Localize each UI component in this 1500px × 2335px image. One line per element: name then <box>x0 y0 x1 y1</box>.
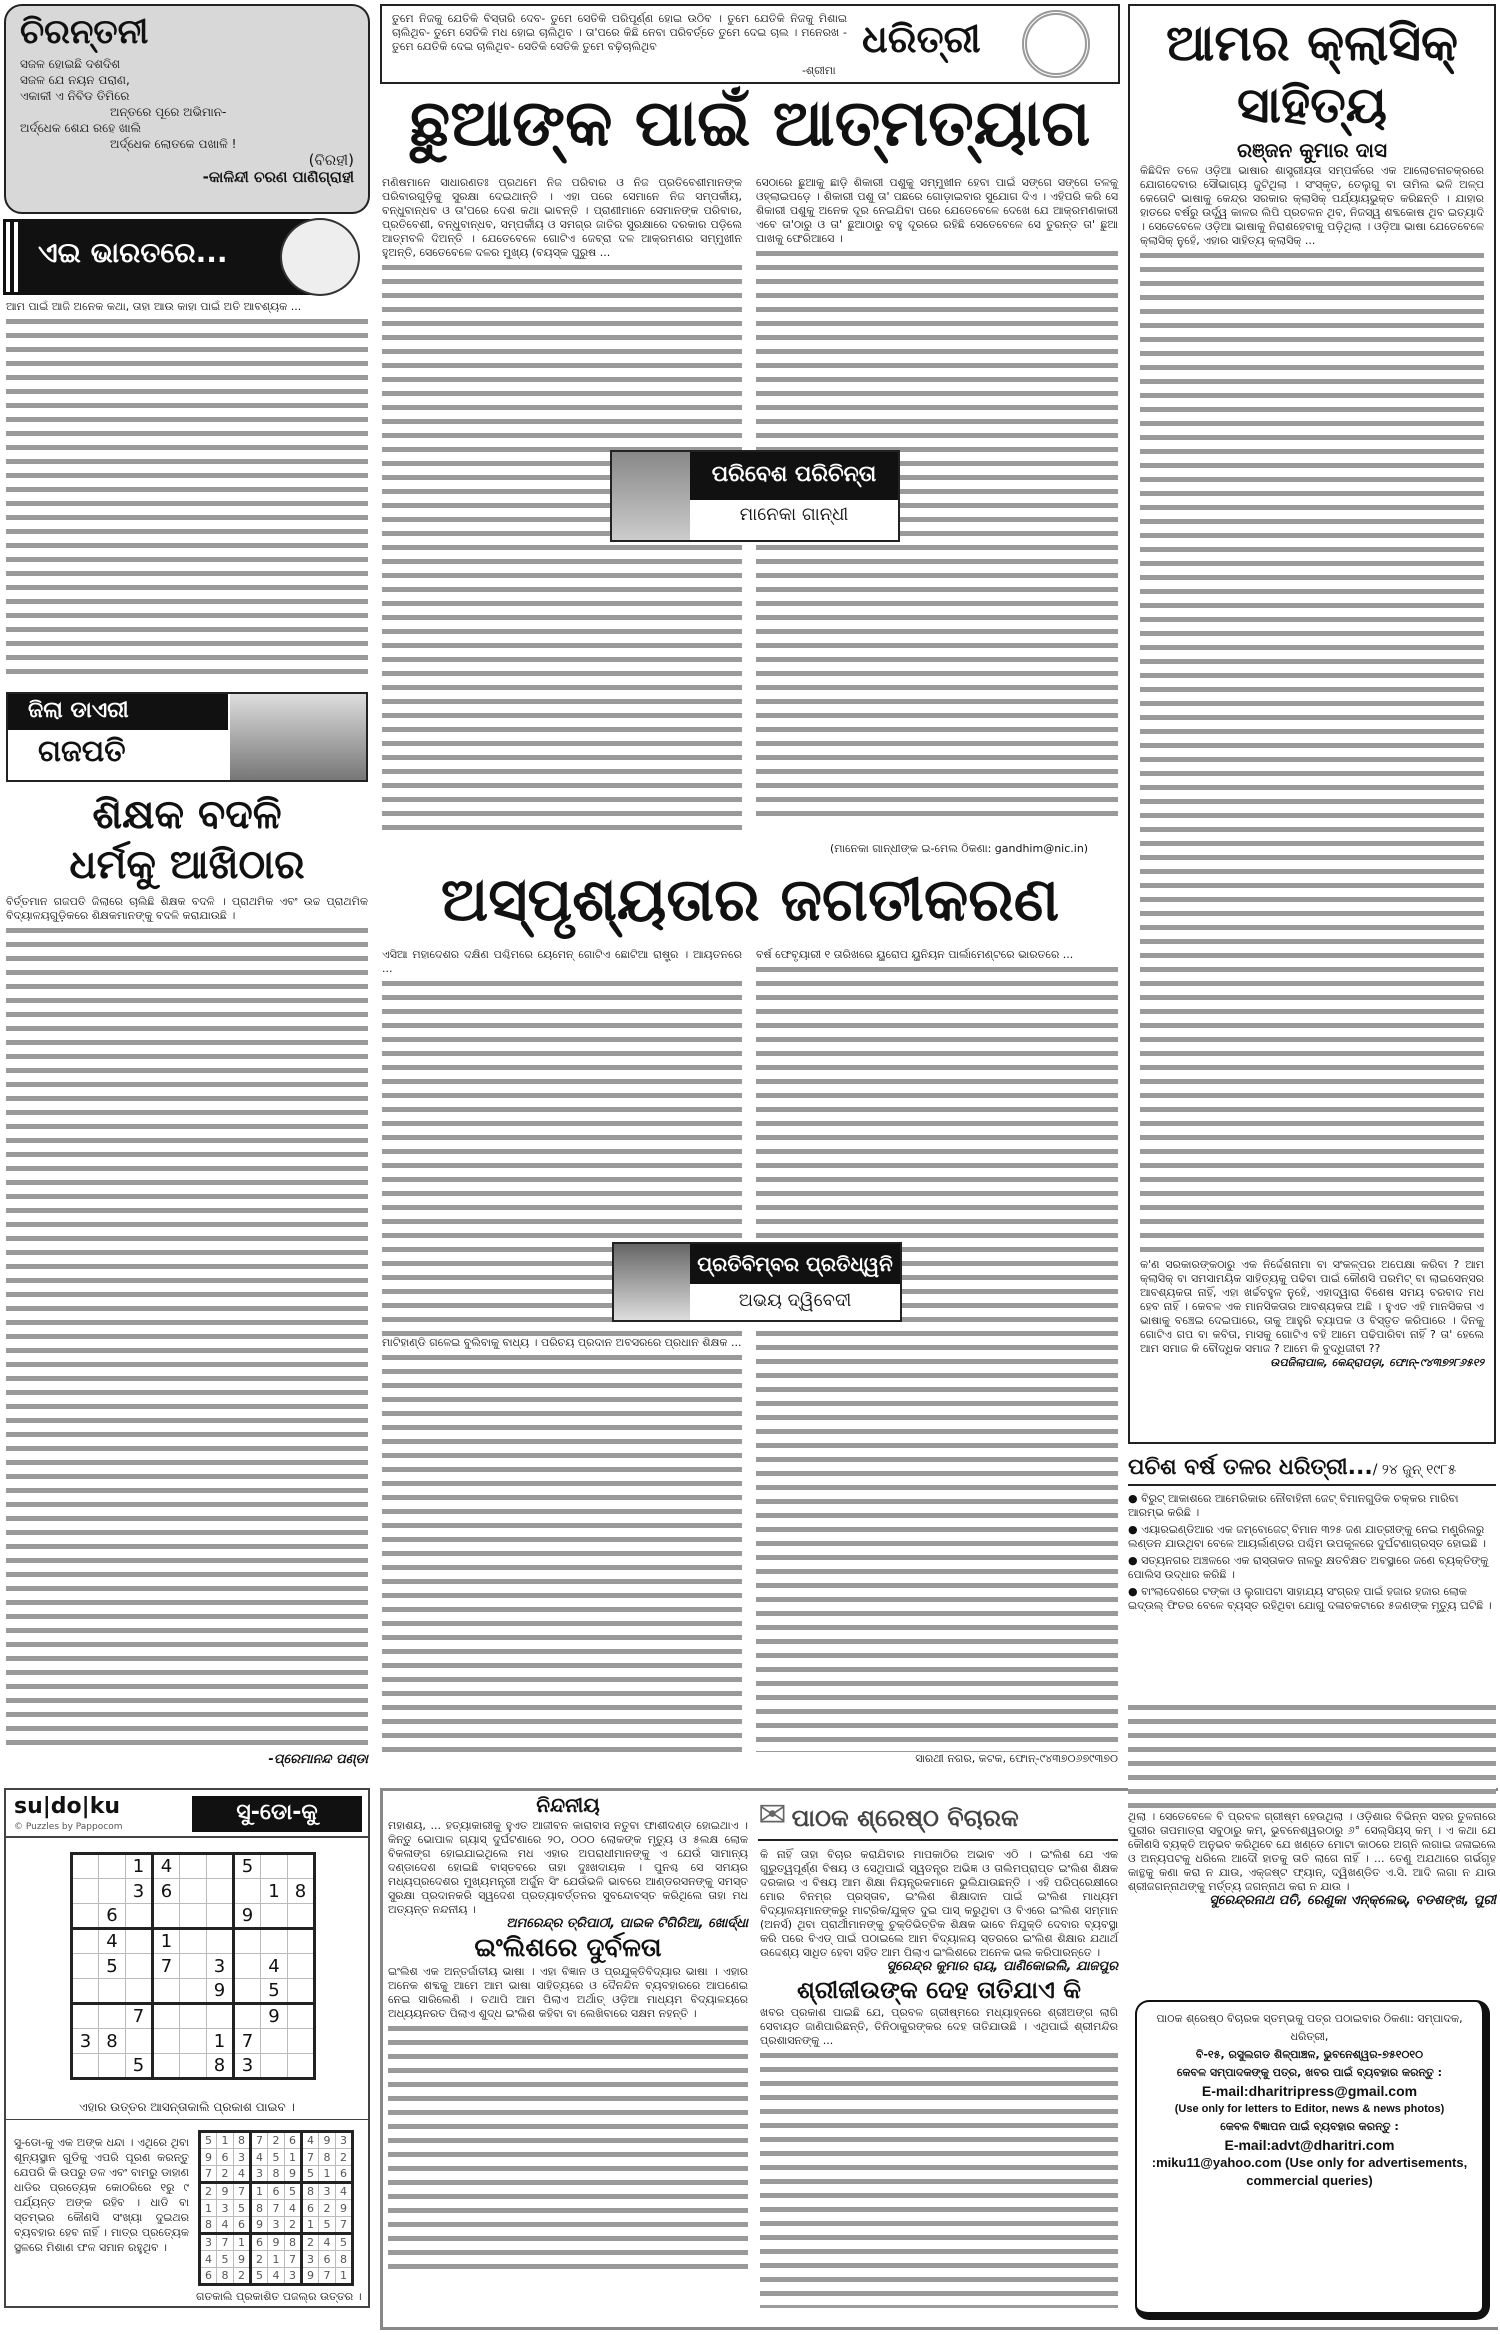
solution-cell: 5 <box>217 2251 234 2268</box>
sudoku-cell[interactable]: 6 <box>153 1879 180 1904</box>
sudoku-cell[interactable] <box>180 2029 207 2054</box>
solution-cell: 3 <box>336 2132 353 2149</box>
sudoku-cell[interactable] <box>99 2054 126 2079</box>
solution-cell: 7 <box>285 2251 302 2268</box>
sudoku-cell[interactable]: 3 <box>234 2054 261 2079</box>
solution-cell: 5 <box>336 2234 353 2251</box>
solution-cell: 6 <box>336 2166 353 2183</box>
classic-headline: ଆମର କ୍ଲାସିକ୍ ସାହିତ୍ୟ <box>1165 14 1458 134</box>
solution-cell: 9 <box>336 2200 353 2217</box>
letter-title: ଇଂଲିଶରେ ଦୁର୍ବଳତା <box>474 1933 662 1963</box>
solution-cell: 7 <box>268 2200 285 2217</box>
sudoku-cell[interactable]: 1 <box>207 2029 234 2054</box>
solution-cell: 2 <box>217 2166 234 2183</box>
advt-email-alt[interactable]: :miku11@yahoo.com (Use only for advertisements, commercial queries) <box>1151 2155 1468 2188</box>
letter-author: ସୁରେନ୍ଦ୍ର କୁମାର ରାୟ, ପାଣିକୋଇଲି, ଯାଜପୁର <box>886 1959 1118 1974</box>
quote-text: ତୁମେ ନିଜକୁ ଯେତିକି ବିସ୍ତାରି ଦେବ- ତୁମେ ସେତିକି ପରିପୂର୍ଣ୍ଣ ହୋଇ ଉଠିବ । ତୁମେ ଯେତିକି ନିଜକୁ ମିଶାଇ ଚାଲିଥିବ- ତୁମେ ସେତିକି ମଧ ହୋଇ ଚାଲିଥିବ । ତା'ପରେ କିଛି ନେବା ପରିବର୍ତ୍ତେ ତୁମେ ଦେଇ ଚାଲ । ମନେରଖ - ତୁମେ ଯେତିକି ଦେଇ ଚାଲିଥିବ- ସେତିକି ସେତିକି ତୁମେ ବଢ଼ିଚାଲିଥିବ <box>392 12 847 53</box>
sudoku-cell[interactable] <box>72 1904 99 1929</box>
sudoku-cell[interactable]: 7 <box>153 1954 180 1979</box>
solution-cell: 5 <box>302 2166 319 2183</box>
sudoku-cell[interactable] <box>153 2004 180 2029</box>
sudoku-cell[interactable] <box>72 2054 99 2079</box>
sudoku-cell[interactable]: 1 <box>126 1854 153 1879</box>
sudoku-cell[interactable] <box>288 1904 315 1929</box>
sudoku-cell[interactable] <box>72 1854 99 1879</box>
poem-line: ଅର୍ଦ୍ଧେକ ଲୋତକେ ପଖାଳି ! <box>110 137 237 151</box>
news-item: ● ଏୟାରଇଣ୍ଡିଆର ଏକ ଜମ୍ବୋଜେଟ୍ ବିମାନ ୩୨୫ ଜଣ ଯାତ୍ରୀଙ୍କୁ ନେଇ ମଣ୍ଟ୍ରିଲରୁ ଲଣ୍ଡନ ଯାଉଥିବା ବେଳେ ଆୟର୍ଲାଣ୍ଡର ପଶ୍ଚିମ ଉପକୂଳରେ ଦୁର୍ଘଟଣାଗ୍ରସ୍ତ ହୋଇଛି । <box>1128 1523 1486 1550</box>
sudoku-cell[interactable] <box>126 1929 153 1954</box>
sudoku-cell[interactable] <box>180 2004 207 2029</box>
sudoku-cell[interactable] <box>180 1979 207 2004</box>
article2-address: ସାରଥୀ ନଗର, କଟକ, ଫୋନ୍-୯୪୩୭୦୬୭୯୩୭୦ <box>915 1752 1118 1765</box>
sudoku-cell[interactable] <box>261 2054 288 2079</box>
sudoku-cell[interactable] <box>234 2004 261 2029</box>
article1-col2: ସେଠାରେ ଛୁଆକୁ ଛାଡ଼ି ଶିକାରୀ ପଶୁକୁ ସମ୍ମୁଖୀନ ହେବା ପାଇଁ ସଙ୍ଗେ ସଙ୍ଗେ ତଳକୁ ଓହ୍ଲାଇପଡ଼େ । ଶିକାରୀ ପଶୁ ତା' ପଛରେ ଗୋଡ଼ାଇବାର ସୁଯୋଗ ଦିଏ । ଏହିପରି କରି ସେ ଶିକାରୀ ପଶୁକୁ ଅନେକ ଦୂର ନେଇଯିବା ପରେ ଯେତେବେଳେ ଦେଖେ ଯେ ଆକ୍ରମଣକାରୀ ଏବେ ତା'ଠାରୁ ଓ ତା' ଛୁଆଠାରୁ ବହୁ ଦୂରରେ ରହିଛି ସେତେବେଳେ ସେ ତୁରନ୍ତ ତା' ଛୁଆ ପାଖକୁ ଫେରିଆସେ । <box>756 176 1118 836</box>
solution-cell: 6 <box>200 2268 217 2285</box>
twentyfive-date: / ୨୪ ଜୁନ୍ ୧୯୮୫ <box>1372 1462 1457 1478</box>
sudoku-cell[interactable] <box>72 1929 99 1954</box>
sudoku-cell[interactable]: 7 <box>234 2029 261 2054</box>
sudoku-cell[interactable] <box>288 2054 315 2079</box>
solution-cell: 5 <box>285 2183 302 2200</box>
article1-col1: ମଣିଷମାନେ ସାଧାରଣତଃ ପ୍ରଥମେ ନିଜ ପରିବାର ଓ ନିଜ ପ୍ରତିବେଶୀମାନଙ୍କ ପରିବାରଗୁଡ଼ିକୁ ସୁରକ୍ଷା ଦେଇଥାନ୍ତି । ଏହା ପରେ ସେମାନେ ନିଜ ସମ୍ପର୍କୀୟ, ବନ୍ଧୁବାନ୍ଧବ ଓ ତା'ପରେ ଦେଶ କଥା ଭାବନ୍ତି । ପ୍ରାଣୀମାନେ ସେମାନଙ୍କ ପରିବାର, ପ୍ରତିବେଶୀ, ବନ୍ଧୁବାନ୍ଧବ, ସମ୍ପର୍କୀୟ ଓ ସମଗ୍ର ଜାତିର ସୁରକ୍ଷାରେ ଦରକାର ପଡ଼ିଲେ ଆତ୍ମବଳି ଦିଅନ୍ତି । ଯେତେବେଳେ ଗୋଟିଏ ଜେବ୍ରା ଦଳ ଆକ୍ରମଣର ସମ୍ମୁଖୀନ ହୁଅନ୍ତି, ସେତେବେଳେ ଦଳର ମୁଖ୍ୟ (ବୟସ୍କ ପୁରୁଷ ... <box>382 176 742 836</box>
solution-cell: 3 <box>268 2217 285 2234</box>
classic-author: ରଞ୍ଜନ କୁମାର ଦାସ <box>1237 138 1387 162</box>
sudoku-cell[interactable] <box>207 2004 234 2029</box>
article2-col2: ବର୍ଷ ଫେବୃୟାରୀ ୧ ତାରିଖରେ ୟୁରୋପ ୟୁନିୟନ ପାର୍ଲାମେଣ୍ଟରେ ଭାରତରେ ... ସାରଥୀ ନଗର, କଟକ, ଫୋନ୍-୯୪୩୭୦୬୭୯୩୭୦ <box>756 948 1118 1765</box>
solution-cell: 7 <box>234 2183 251 2200</box>
solution-cell: 2 <box>200 2183 217 2200</box>
solution-cell: 6 <box>302 2200 319 2217</box>
advt-email[interactable]: E-mail:advt@dharitri.com <box>1224 2137 1395 2153</box>
solution-cell: 1 <box>200 2200 217 2217</box>
sudoku-cell[interactable] <box>126 2029 153 2054</box>
sudoku-cell[interactable] <box>72 1879 99 1904</box>
sudoku-cell[interactable]: 8 <box>288 1879 315 1904</box>
sudoku-cell[interactable] <box>72 1979 99 2004</box>
sudoku-cell[interactable] <box>153 2029 180 2054</box>
column-title: ପରିବେଶ ପରିଚିନ୍ତା <box>690 452 898 500</box>
sudoku-cell[interactable] <box>288 1854 315 1879</box>
solution-cell: 9 <box>234 2251 251 2268</box>
solution-cell: 5 <box>251 2268 268 2285</box>
solution-cell: 4 <box>200 2251 217 2268</box>
solution-cell: 4 <box>251 2149 268 2166</box>
sudoku-cell[interactable] <box>288 2004 315 2029</box>
solution-cell: 3 <box>319 2183 336 2200</box>
article2-headline: ଅସ୍ପୃଶ୍ୟତାର ଜଗତୀକରଣ <box>440 865 1060 935</box>
solution-cell: 1 <box>234 2234 251 2251</box>
solution-cell: 4 <box>319 2234 336 2251</box>
sudoku-cell[interactable] <box>207 1854 234 1879</box>
solution-cell: 5 <box>200 2132 217 2149</box>
poem-line: ଅନ୍ତରେ ପୂରେ ଅଭିମାନ- <box>110 105 227 119</box>
poem-line: ସଜଳ ଯେ ନୟନ ପରାଣ, <box>20 73 130 87</box>
solution-cell: 3 <box>285 2268 302 2285</box>
solution-cell: 3 <box>234 2149 251 2166</box>
ei-bharatare-title: ଏଇ ଭାରତରେ... <box>38 236 228 269</box>
jila-author: -ପ୍ରେମାନନ୍ଦ ପଣ୍ଡା <box>268 1752 368 1767</box>
district-building-photo <box>230 694 366 780</box>
sudoku-cell[interactable]: 1 <box>261 1879 288 1904</box>
quote-author: -ଶ୍ରୀମା <box>802 64 836 77</box>
jila-body: ବିର୍ତ୍ତମାନ ଗଜପତି ଜିଲାରେ ଚାଲିଛି ଶିକ୍ଷକ ବଦଳି । ପ୍ରାଥମିକ ଏବଂ ଉଚ୍ଚ ପ୍ରାଥମିକ ବିଦ୍ୟାଳୟଗୁଡ଼ିକରେ ଶିକ୍ଷକମାନଙ୍କୁ ବଦଳି କରାଯାଉଛି । -ପ୍ରେମାନନ୍ଦ ପଣ୍ଡା <box>6 895 368 1767</box>
solution-cell: 2 <box>336 2149 353 2166</box>
envelope-icon: ✉ <box>758 1795 787 1835</box>
solution-cell: 4 <box>234 2166 251 2183</box>
india-map-icon <box>280 218 360 296</box>
solution-cell: 8 <box>217 2268 234 2285</box>
sudoku-cell[interactable] <box>153 2054 180 2079</box>
letter-author: ସୁରେନ୍ଦ୍ରନାଥ ପତି, ରେଣୁକା ଏନ୍‌କ୍ଲେଭ୍, ବଡଶଙ୍ଖ, ପୁରୀ <box>1209 1893 1496 1908</box>
solution-cell: 8 <box>336 2251 353 2268</box>
solution-grid <box>198 2130 354 2286</box>
solution-cell: 9 <box>285 2166 302 2183</box>
sudoku-cell[interactable] <box>126 1954 153 1979</box>
jila-headline: ଶିକ୍ଷକ ବଦଳି ଧର୍ମକୁ ଆଖିଠାର <box>69 792 305 888</box>
solution-cell: 9 <box>200 2149 217 2166</box>
solution-cell: 1 <box>251 2183 268 2200</box>
poem-author: -କାଳିନ୍ଦୀ ଚରଣ ପାଣିଗ୍ରାହୀ <box>202 168 354 186</box>
sudoku-cell[interactable] <box>99 1854 126 1879</box>
sudoku-cell[interactable] <box>288 2029 315 2054</box>
solution-cell: 8 <box>200 2217 217 2234</box>
sudoku-logo: su|do|ku <box>14 1794 120 1819</box>
solution-cell: 4 <box>302 2132 319 2149</box>
article1-headline: ଛୁଆଙ୍କ ପାଇଁ ଆତ୍ମତ୍ୟାଗ <box>409 87 1091 161</box>
sudoku-cell[interactable] <box>234 1979 261 2004</box>
sudoku-cell[interactable]: 8 <box>99 2029 126 2054</box>
solution-cell: 3 <box>302 2251 319 2268</box>
sudoku-cell[interactable]: 3 <box>72 2029 99 2054</box>
dharitri-logo: ଧରିତ୍ରୀ <box>862 16 981 61</box>
sudoku-cell[interactable] <box>180 1854 207 1879</box>
solution-cell: 6 <box>217 2149 234 2166</box>
sudoku-cell[interactable] <box>288 1954 315 1979</box>
solution-cell: 7 <box>319 2268 336 2285</box>
sudoku-cell[interactable] <box>180 1904 207 1929</box>
letter-title: ଶ୍ରୀଜୀଉଙ୍କ ଦେହ ତାତିଯାଏ କି <box>797 1976 1081 2004</box>
solution-cell: 3 <box>251 2166 268 2183</box>
sudoku-cell[interactable]: 5 <box>261 1979 288 2004</box>
sudoku-box <box>4 1788 370 2308</box>
ei-bharatare-body: ଆମ ପାଇଁ ଆଜି ଅନେକ କଥା, ତାହା ଆଉ କାହା ପାଇଁ ଅତି ଆବଶ୍ୟକ ... <box>6 300 368 684</box>
poem-line: (ବିରହୀ) <box>308 151 354 169</box>
sudoku-cell[interactable] <box>261 1929 288 1954</box>
classic-box: ଆମର କ୍ଲାସିକ୍ ସାହିତ୍ୟ ରଞ୍ଜନ କୁମାର ଦାସ କିଛିଦିନ ତଳେ ଓଡ଼ିଆ ଭାଷାର ଶାସ୍ତ୍ରୀୟତା ସମ୍ପର୍କରେ ଏକ ଆଲୋଚନାଚକ୍ରରେ ଯୋଗଦେବାର ସୌଭାଗ୍ୟ ଜୁଟିଥିଲା । ସଂସ୍କୃତ, ତେଲୁଗୁ ବା ତାମିଲ ଭଳି ଅଳ୍ପ କେତୋଟି ଭାଷାକୁ କେନ୍ଦ୍ର ସରକାର କ୍ଲାସିକ୍ ପର୍ଯ୍ୟାୟଭୁକ୍ତ କରିଛନ୍ତି । ଯାହାର ହାତରେ ବର୍ଷରୁ ଉର୍ଦ୍ଧ୍ୱ କାଳର ଲିପି ପ୍ରଚଳନ ଥିବ, ନିଜସ୍ୱ ଶବ୍ଦକୋଷ ଥିବ ଇତ୍ୟାଦି । ସେତେବେଳେ ଓଡ଼ିଆ ଭାଷାକୁ ନିରାଶହେବାକୁ ପଡ଼ିଥିଲା । ଓଡ଼ିଆ ଭାଷା ଯେତେବେଳେ କ୍ଲାସିକ୍ ନୁହେଁ, ଏହାର ସାହିତ୍ୟ କ୍ଲାସିକ୍ ... କ'ଣ ସରକାରଙ୍କଠାରୁ ଏକ ନିର୍ଦ୍ଦେଶନାମା ବା ସଂକଳ୍ପର ଅପେକ୍ଷା କରିବା ? ଆମ କ୍ଲାସିକ୍ ବା ସମସାମୟିକ ସାହିତ୍ୟକୁ ପଢିବା ପାଇଁ କୌଣସି ପରମିଟ୍ ବା ଲାଇସେନ୍ସର ଆବଶ୍ୟକତା ନାହିଁ, ଏହା ଖର୍ଚ୍ଚବହୁଳ ନୁହେଁ, ଏହାଦ୍ୱାରା ବିଶେଷ ସମୟ ବରବାଦ ମଧ ହେବ ନାହିଁ । କେବଳ ଏକ ମାନସିକତାର ଆବଶ୍ୟକତା ଅଛି । ହୁଏତ ଏହି ମାନସିକତା ଏ ଭାଷାକୁ ବଞ୍ଚେଇ ଦେଇପାରେ, ତାକୁ ଆହୁରି ବ୍ୟାପକ ଓ ବିସ୍ତୃତ କରିପାରେ । ଦିନକୁ ଗୋଟିଏ ଗପ ବା କବିତା, ମାସକୁ ଗୋଟିଏ ବହି ଆମେ ପଢିପାରିବା ନାହିଁ ? ତା' ହେଲେ ଆମ ସମାଜ କି ବୌଦ୍ଧିକ ସମାଜ ? ଆମେ କି ବୁଦ୍ଧିଜୀବୀ ?? ଉପଜିଲାପାଳ, କେନ୍ଦ୍ରାପଡ଼ା, ଫୋନ୍-୯୪୩୭୨୮୬୫୧୨ <box>1128 4 1496 1444</box>
solution-cell: 8 <box>319 2149 336 2166</box>
solution-cell: 3 <box>217 2200 234 2217</box>
solution-cell: 1 <box>336 2268 353 2285</box>
answer-note: ଏହାର ଉତ୍ତର ଆସନ୍ତାକାଲି ପ୍ରକାଶ ପାଇବ । <box>6 2100 368 2120</box>
letters-col2: କି ନାହିଁ ତାହା ବିଚାର କରାଯିବାର ମାପକାଠିର ଅଭାବ ଏଠି । ଇଂଲିଶ ଯେ ଏକ ଗୁରୁତ୍ୱପୂର୍ଣ୍ଣ ବିଷୟ ଓ ସେଥିପାଇଁ ସ୍ୱତନ୍ତ୍ର ଅଭିଜ୍ଞ ଓ ତାଲିମପ୍ରାପ୍ତ ଇଂଲିଶ ଶିକ୍ଷକ ଦରକାର ଏ ବିଷୟ ଆମ ଶିକ୍ଷା ନିୟନ୍ତ୍ରକମାନେ ଭୁଲିଯାଉଛନ୍ତି । ଏହି ପରିପ୍ରେକ୍ଷୀରେ ମୋର ବିନମ୍ର ପ୍ରସ୍ତାବ, ଇଂଲିଶ ଶିକ୍ଷାଦାନ ପାଇଁ ଇଂଲିଶ ମାଧ୍ୟମ ବିଦ୍ୟାଳୟମାନଙ୍କରୁ ମାଟ୍ରିକ/ଯୁକ୍ତ ଦୁଇ ପାସ୍ କରୁଥିବା ଓ ବିଏରେ ଇଂଲିଶ ସମ୍ମାନ (ଅନର୍ସ) ଥିବା ପ୍ରାର୍ଥୀମାନଙ୍କୁ ଚୁକ୍ତିଭିତ୍ତିକ ଶିକ୍ଷକ ଭାବେ ନିଯୁକ୍ତି ଦେବାର ବ୍ୟବସ୍ଥା କରି ପରେ ବିଏଡ୍ ପାଇଁ ପଠାଇଲେ ଆମ ବିଦ୍ୟାଳୟ ସ୍ତରରେ ଇଂଲିଶ ଶିକ୍ଷାର ଯଥାର୍ଥ ଉଦ୍ଦେଶ୍ୟ ସାଧିତ ହେବା ସହିତ ଆମ ପିଲାଏ ଇଂଲିଶରେ ଅନେକ ଭଲ କରିପାରନ୍ତେ । ସୁରେନ୍ଦ୍ର କୁମାର ରାୟ, ପାଣିକୋଇଲି, ଯାଜପୁର ଶ୍ରୀଜୀଉଙ୍କ ଦେହ ତାତିଯାଏ କି ଖବର ପ୍ରକାଶ ପାଇଛି ଯେ, ପ୍ରବଳ ଗ୍ରୀଷ୍ମରେ ମଧ୍ୟାହ୍ନରେ ଶ୍ରୀଅଙ୍ଗ ଲାଗି ସେବାୟତ ଜାଣିପାରିଛନ୍ତି, ତିନିଠାକୁରଙ୍କର ଦେହ ତାତିଯାଉଛି । ଏଥିପାଇଁ ଶ୍ରୀମନ୍ଦିର ପ୍ରଶାସନଙ୍କୁ ... <box>760 1848 1118 2308</box>
solution-cell: 4 <box>336 2183 353 2200</box>
letters-title: ପାଠକ ଶ୍ରେଷ୍ଠ ବିଚାରକ <box>791 1804 1019 1832</box>
sudoku-cell[interactable] <box>180 1879 207 1904</box>
solution-note: ଗତକାଲି ପ୍ରକାଶିତ ପଜଲ୍‌ର ଉତ୍ତର । <box>196 2290 362 2303</box>
sudoku-cell[interactable]: 8 <box>207 2054 234 2079</box>
sudoku-cell[interactable]: 3 <box>126 1879 153 1904</box>
twentyfive-years <box>1128 1455 1496 1616</box>
solution-cell: 7 <box>217 2234 234 2251</box>
poem-line: ସଜଳ ହୋଇଛି ଦଶଦିଶ <box>20 57 121 71</box>
news-item: ● ବିରୁଟ୍ ଆକାଶରେ ଆମେରିକାର ନୌବାହିନୀ ଜେଟ୍ ବିମାନଗୁଡିକ ଚକ୍କର ମାରିବା ଆରମ୍ଭ କରିଛି । <box>1128 1492 1459 1519</box>
sudoku-cell[interactable] <box>207 1904 234 1929</box>
solution-cell: 6 <box>319 2251 336 2268</box>
solution-cell: 1 <box>217 2132 234 2149</box>
solution-cell: 3 <box>200 2234 217 2251</box>
sudoku-cell[interactable] <box>261 1854 288 1879</box>
column-box-parivesh <box>610 450 900 542</box>
sudoku-cell[interactable]: 1 <box>153 1929 180 1954</box>
sudoku-cell[interactable]: 6 <box>99 1904 126 1929</box>
sudoku-cell[interactable] <box>99 2004 126 2029</box>
solution-cell: 5 <box>234 2200 251 2217</box>
sudoku-cell[interactable] <box>261 2029 288 2054</box>
sudoku-cell[interactable] <box>234 1929 261 1954</box>
sudoku-cell[interactable] <box>153 1979 180 2004</box>
solution-cell: 7 <box>302 2149 319 2166</box>
column-author: ଅଭୟ ଦ୍ୱିବେଦୀ <box>738 1290 852 1311</box>
solution-cell: 4 <box>285 2200 302 2217</box>
column-author: ମାନେକା ଗାନ୍ଧୀ <box>739 504 849 525</box>
sudoku-cell[interactable]: 9 <box>261 2004 288 2029</box>
sudoku-grid[interactable] <box>70 1852 316 2080</box>
solution-cell: 2 <box>234 2268 251 2285</box>
twentyfive-list <box>1128 1492 1496 1613</box>
solution-cell: 7 <box>200 2166 217 2183</box>
poem-line: ଅର୍ଦ୍ଧେକ ଶେଯ ରହେ ଖାଲି <box>20 121 142 135</box>
letters-col1: ନିନ୍ଦନୀୟ ମହାଶୟ, ... ହତ୍ୟାକାରୀକୁ ହୁଏତ ଆଜୀବନ କାରାବାସ ନତୁବା ଫାଶୀଦଣ୍ଡ ହୋଇଥାଏ । କିନ୍ତୁ ଭୋପାଳ ଗ୍ୟାସ୍ ଦୁର୍ଘଟଣାରେ ୨୦, ୦୦୦ ଲୋକଙ୍କ ମୃତ୍ୟୁ ଓ ୫ଲକ୍ଷ ଲୋକ ବିକଳାଙ୍ଗ ହୋଇଯାଇଥିଲେ ମଧ ଏହାର ଅପରାଧୀମାନଙ୍କୁ ଏ ଯେଉଁ ସାମାନ୍ୟ ଦଣ୍ଡାଦେଶ ହୋଇଛି ବାସ୍ତବରେ ତାହା ଦୁଃଖଦାୟକ । ପୁନଶ୍ଚ ସେ ସମୟର ମଧ୍ୟପ୍ରଦେଶର ମୁଖ୍ୟମନ୍ତ୍ରୀ ଅର୍ଜୁନ ସିଂ ଯେଉଁଭଳି ଭାବରେ ଆଣ୍ଡରସନଙ୍କୁ ସମସ୍ତ ସୁରକ୍ଷା ପ୍ରଦାନକରି ସ୍ୱଦେଶ ପ୍ରତ୍ୟାବର୍ତ୍ତନର ସୁବନ୍ଦୋବସ୍ତ କରିଥିଲେ ତାହା ମଧ ଅତ୍ୟନ୍ତ ନନ୍ଦନୀୟ । ଅମରେନ୍ଦ୍ର ତ୍ରିପାଠୀ, ପାଇକ ଟିଗିରିଆ, ଖୋର୍ଦ୍ଧା ଇଂଲିଶରେ ଦୁର୍ବଳତା ଇଂଲିଶ ଏକ ଅନ୍ତର୍ଜାତୀୟ ଭାଷା । ଏହା ବିଜ୍ଞାନ ଓ ପ୍ରଯୁକ୍ତିବିଦ୍ୟାର ଭାଷା । ଏହାର ଅନେକ ଶବ୍ଦକୁ ଆମେ ଆମ ଭାଷା ସାହିତ୍ୟରେ ଓ ଦୈନନ୍ଦିନ ବ୍ୟବହାରରେ ଆପଣେଇ ନେଇ ସାରିଲେଣି । ତଥାପି ଆମ ପିଲାଏ ଅର୍ଥାତ୍ ଓଡ଼ିଆ ମାଧ୍ୟମ ବିଦ୍ୟାଳୟରେ ଅଧ୍ୟୟନରତ ପିଲାଏ ଶୁଦ୍ଧ ଇଂଲିଶ କହିବା ବା ଲେଖିବାରେ ସକ୍ଷମ ନହନ୍ତି । <box>388 1795 748 2271</box>
article2-col3: ମାଟିହାଣ୍ଡି ଗଳେଇ ବୁଲିବାକୁ ବାଧ୍ୟ । ପରିଚୟ ପ୍ରଦାନ ଅବସରରେ ପ୍ରଧାନ ଶିକ୍ଷକ ... <box>382 1336 742 1349</box>
district-name: ଗଜପତି <box>38 734 126 769</box>
sudoku-title: ସୁ-ଡୋ-କୁ <box>192 1796 362 1832</box>
solution-cell: 2 <box>268 2132 285 2149</box>
sudoku-cell[interactable]: 4 <box>153 1854 180 1879</box>
poem-line: ଏକାକୀ ଏ ନିବିଡ ତିମିରେ <box>20 89 130 103</box>
editor-email[interactable]: E-mail:dharitripress@gmail.com <box>1201 2083 1418 2099</box>
solution-cell: 8 <box>251 2200 268 2217</box>
sudoku-cell[interactable] <box>72 1954 99 1979</box>
sudoku-cell[interactable] <box>234 1954 261 1979</box>
sudoku-rules: ସୁ-ଡୋ-କୁ ଏକ ଅଙ୍କ ଧନ୍ଦା । ଏଥିରେ ଥିବା ଶୂନ୍ୟସ୍ଥାନ ଗୁଡିକୁ ଏପରି ପୂରଣ କରନ୍ତୁ ଯେପରି କି ଉପରୁ ତଳ ଏବଂ ବାମରୁ ଡାହାଣ ଧାଡିର ପ୍ରତ୍ୟେକ କୋଠରିରେ ୧ରୁ ୯ ପର୍ଯ୍ୟନ୍ତ ଅଙ୍କ ରହିବ । ଧାଡି ବା ସ୍ତମ୍ଭର କୌଣସି ସଂଖ୍ୟା ଦୁଇଥର ବ୍ୟବହାର ହେବ ନାହିଁ । ମାତ୍ର ପ୍ରତ୍ୟେକ ସ୍ଥଳରେ ମିଶାଣ ଫଳ ସମାନ ରହୁଥିବ । <box>14 2136 189 2254</box>
solution-cell: 9 <box>268 2234 285 2251</box>
ei-bharatare-banner <box>6 222 326 292</box>
sudoku-credit: © Puzzles by Pappocom <box>14 1822 123 1832</box>
sudoku-cell[interactable]: 9 <box>207 1979 234 2004</box>
sudoku-cell[interactable] <box>126 1979 153 2004</box>
maneka-email: (ମାନେକା ଗାନ୍ଧୀଙ୍କ ଇ-ମେଲ ଠିକଣା: gandhim@nic.in) <box>830 842 1089 855</box>
sudoku-cell[interactable] <box>234 1879 261 1904</box>
news-item: ● ବାଂଲାଦେଶରେ ଟଙ୍କା ଓ ଲୁଗାପଟା ସାହାଯ୍ୟ ସଂଗ୍ରହ ପାଇଁ ହଜାର ହଜାର ଲୋକ ଇଦ୍‌ଉଲ୍ ଫିତର ବେଳେ ବ୍ୟସ୍ତ ରହିଥିବା ଯୋଗୁ ଦଳାଚକଟାରେ ୫ଜଣଙ୍କ ମୃତ୍ୟୁ ଘଟିଛି । <box>1128 1585 1492 1612</box>
solution-cell: 1 <box>285 2149 302 2166</box>
column-title: ପ୍ରତିବିମ୍ବର ପ୍ରତିଧ୍ୱନି <box>690 1244 900 1284</box>
letters-title-bar <box>758 1795 1118 1841</box>
solution-cell: 4 <box>217 2217 234 2234</box>
sudoku-cell[interactable] <box>288 1929 315 1954</box>
dharitri-wheel-icon <box>1022 10 1090 78</box>
sudoku-cell[interactable] <box>72 2004 99 2029</box>
sudoku-cell[interactable] <box>288 1979 315 2004</box>
solution-cell: 7 <box>251 2132 268 2149</box>
column-box-pratibimba <box>612 1242 902 1322</box>
solution-cell: 7 <box>336 2217 353 2234</box>
solution-cell: 2 <box>319 2200 336 2217</box>
sudoku-cell[interactable] <box>126 1904 153 1929</box>
sudoku-cell[interactable]: 4 <box>261 1954 288 1979</box>
letter-title: ନିନ୍ଦନୀୟ <box>536 1793 600 1817</box>
quote-box <box>380 4 1120 84</box>
chirantani-box <box>4 4 370 214</box>
sudoku-cell[interactable]: 7 <box>126 2004 153 2029</box>
solution-cell: 1 <box>268 2251 285 2268</box>
sudoku-cell[interactable] <box>180 1929 207 1954</box>
solution-cell: 1 <box>302 2217 319 2234</box>
solution-cell: 9 <box>217 2183 234 2200</box>
solution-cell: 9 <box>251 2217 268 2234</box>
solution-cell: 8 <box>268 2166 285 2183</box>
twentyfive-title: ପଚିଶ ବର୍ଷ ତଳର ଧରିତ୍ରୀ... <box>1128 1455 1373 1480</box>
solution-cell: 9 <box>302 2268 319 2285</box>
solution-cell: 4 <box>268 2268 285 2285</box>
solution-cell: 6 <box>234 2217 251 2234</box>
solution-cell: 6 <box>251 2234 268 2251</box>
solution-cell: 5 <box>319 2217 336 2234</box>
sudoku-cell[interactable] <box>207 1879 234 1904</box>
sudoku-cell[interactable] <box>180 1954 207 1979</box>
sudoku-cell[interactable] <box>99 1879 126 1904</box>
solution-cell: 6 <box>285 2132 302 2149</box>
sudoku-cell[interactable]: 5 <box>99 1954 126 1979</box>
sudoku-cell[interactable]: 9 <box>234 1904 261 1929</box>
abhay-photo <box>614 1244 690 1320</box>
solution-cell: 2 <box>302 2234 319 2251</box>
sudoku-cell[interactable]: 4 <box>99 1929 126 1954</box>
solution-cell: 2 <box>251 2251 268 2268</box>
solution-cell: 8 <box>285 2234 302 2251</box>
news-item: ● ସତ୍ୟନଗର ଅଞ୍ଚଳରେ ଏକ ରାସ୍ତାକଡ ନାଳରୁ କ୍ଷତବିକ୍ଷତ ଅବସ୍ଥାରେ ଜଣେ ବ୍ୟକ୍ତିଙ୍କୁ ପୋଲିସ ଉଦ୍ଧାର କରିଛି । <box>1128 1554 1489 1581</box>
solution-cell: 5 <box>268 2149 285 2166</box>
classic-address: ଉପଜିଲାପାଳ, କେନ୍ଦ୍ରାପଡ଼ା, ଫୋନ୍-୯୪୩୭୨୮୬୫୧୨ <box>1270 1356 1484 1369</box>
maneka-photo <box>612 452 690 540</box>
sudoku-cell[interactable] <box>261 1904 288 1929</box>
article2-col1: ଏସିଆ ମହାଦେଶର ଦକ୍ଷିଣ ପଶ୍ଚିମରେ ୟେମେନ୍ ଗୋଟିଏ ଛୋଟିଆ ରାଷ୍ଟ୍ର । ଆୟତନରେ ... ମାଟିହାଣ୍ଡି ଗଳେଇ ବୁଲିବାକୁ ବାଧ୍ୟ । ପରିଚୟ ପ୍ରଦାନ ଅବସରରେ ପ୍ରଧାନ ଶିକ୍ଷକ ... <box>382 948 742 1778</box>
jila-diary <box>6 692 368 782</box>
contact-box: ପାଠକ ଶ୍ରେଷ୍ଠ ବିଚାରକ ସ୍ତମ୍ଭକୁ ପତ୍ର ପଠାଇବାର ଠିକଣା: ସମ୍ପାଦକ, ଧରିତ୍ରୀ, ବି-୧୫, ରସୁଲଗଡ ଶିଳ୍ପାଞ୍ଚଳ, ଭୁବନେଶ୍ୱର-୭୫୧୦୧୦ କେବଳ ସମ୍ପାଦକଙ୍କୁ ପତ୍ର, ଖବର ପାଇଁ ବ୍ୟବହାର କରନ୍ତୁ : E-mail:dharitripress@gmail.com (Use only for letters to Editor, news & news photos) କେବଳ ବିଜ୍ଞାପନ ପାଇଁ ବ୍ୟବହାର କରନ୍ତୁ : E-mail:advt@dharitri.com :miku11@yahoo.com (Use only for advertisements, commercial queries) <box>1135 2000 1490 2320</box>
sudoku-cell[interactable] <box>180 2054 207 2079</box>
solution-cell: 9 <box>319 2132 336 2149</box>
jila-diary-label: ଜିଲା ଡାଏରୀ <box>8 694 228 730</box>
solution-cell: 8 <box>302 2183 319 2200</box>
letters-col3: ଥିଲା । ସେତେବେଳେ ବି ପ୍ରବଳ ଗ୍ରୀଷ୍ମ ହେଉଥିଲା । ଓଡ଼ିଶାର ବିଭିନ୍ନ ସହର ତୁଳନାରେ ପୁରୀର ତାପମାତ୍ରା ସବୁଠାରୁ କମ୍, ଭୁବନେଶ୍ୱରଠାରୁ ୬° ସେଲ୍‌ସିୟସ୍ କମ୍ । ଏ କଥା ଯେ କୌଣସି ବ୍ୟକ୍ତି ଅନୁଭବ କରିଥିବେ ଯେ ଖଣ୍ଡେ ମୋଟା କାଠରେ ଅଗ୍ନି ଲଗାଇ ଜଳାଇଲେ ଓ ଅନ୍ୟପଟକୁ ଧରିଲେ ଆଦୌ ହାତକୁ ତାତି ଲାଗେ ନାହିଁ । ... ତେଣୁ ଅଯଥାରେ ଗର୍ଭଗୃହ କାନ୍ଥକୁ କଣା କରା ନ ଯାଉ, ଏକ୍‌ଜଷ୍ଟ ଫ୍ୟାନ୍, ଦ୍ୱିଖଣ୍ଡିତ ଏ.ସି. ଆଦି ଲଗା ନ ଯାଉ ଶ୍ରୀଜଗନ୍ନାଥଙ୍କୁ ମର୍ତ୍ତ୍ୟ ଜଗନ୍ନାଥ କରା ନ ଯାଉ । ସୁରେନ୍ଦ୍ରନାଥ ପତି, ରେଣୁକା ଏନ୍‌କ୍ଲେଭ୍, ବଡଶଙ୍ଖ, ପୁରୀ <box>1128 1700 1496 1908</box>
sudoku-cell[interactable] <box>99 1979 126 2004</box>
sudoku-cell[interactable]: 3 <box>207 1954 234 1979</box>
letter-author: ଅମରେନ୍ଦ୍ର ତ୍ରିପାଠୀ, ପାଇକ ଟିଗିରିଆ, ଖୋର୍ଦ୍ଧା <box>506 1916 748 1931</box>
poem <box>20 56 354 168</box>
chirantani-title: ଚିରନ୍ତନୀ <box>20 12 149 52</box>
sudoku-cell[interactable]: 5 <box>234 1854 261 1879</box>
solution-cell: 8 <box>234 2132 251 2149</box>
solution-cell: 6 <box>268 2183 285 2200</box>
sudoku-cell[interactable] <box>153 1904 180 1929</box>
sudoku-cell[interactable]: 5 <box>126 2054 153 2079</box>
solution-cell: 2 <box>285 2217 302 2234</box>
sudoku-cell[interactable] <box>207 1929 234 1954</box>
solution-cell: 1 <box>319 2166 336 2183</box>
